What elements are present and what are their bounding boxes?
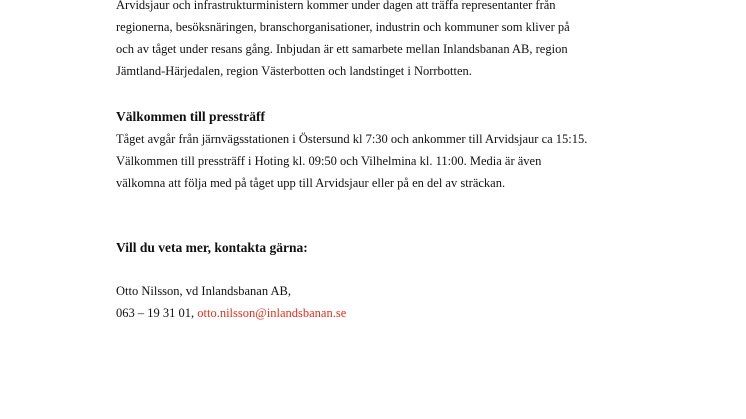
intro-line: och av tåget under resans gång. Inbjudan är ett samarbete mellan Inlandsbanan AB, region <box>116 42 568 56</box>
press-heading: Välkommen till pressträff <box>116 109 265 124</box>
contact-email-link[interactable]: otto.nilsson@inlandsbanan.se <box>197 306 347 320</box>
press-line: välkomna att följa med på tåget upp till Arvidsjaur eller på en del av sträckan. <box>116 176 506 190</box>
intro-line: regionerna, besöksnäringen, branschorganisationer, industrin och kommuner som kliver på <box>116 20 570 34</box>
contact-block <box>116 280 346 324</box>
contact-name: Otto Nilsson, vd Inlandsbanan AB, <box>116 284 291 298</box>
contact-heading: Vill du veta mer, kontakta gärna: <box>116 240 308 255</box>
intro-paragraph <box>116 0 716 82</box>
intro-line: Jämtland-Härjedalen, region Västerbotten och landstinget i Norrbotten. <box>116 64 472 78</box>
press-paragraph <box>116 128 726 194</box>
press-line: Välkommen till pressträff i Hoting kl. 09:50 och Vilhelmina kl. 11:00. Media är även <box>116 154 542 168</box>
contact-phone: 063 – 19 31 01, <box>116 306 195 320</box>
intro-line: Arvidsjaur och infrastrukturministern kommer under dagen att träffa representanter från <box>116 0 556 12</box>
press-line: Tåget avgår från järnvägsstationen i Östersund kl 7:30 och ankommer till Arvidsjaur ca 15:15. <box>116 132 588 146</box>
contact-details <box>116 302 346 324</box>
